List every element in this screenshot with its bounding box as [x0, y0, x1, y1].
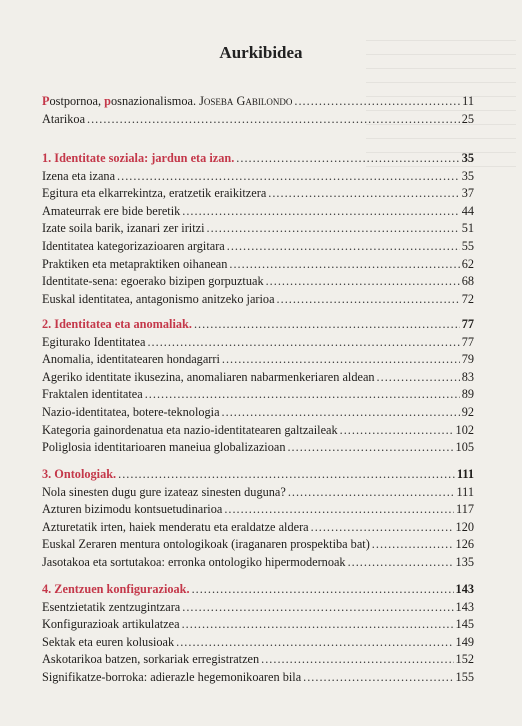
- entry-title: Azturetatik irten, haiek menderatu eta eraldatze aldera: [42, 519, 309, 534]
- leader-dots: [182, 203, 459, 221]
- toc-entry[interactable]: [42, 185, 474, 203]
- toc-entry[interactable]: [42, 351, 474, 369]
- entry-page: 83: [461, 369, 474, 384]
- leader-dots: [118, 466, 455, 484]
- entry-page: 155: [455, 669, 474, 684]
- leader-dots: [340, 422, 454, 440]
- toc-entry[interactable]: [42, 669, 474, 687]
- leader-dots: [117, 168, 460, 186]
- entry-page: 111: [456, 484, 474, 499]
- toc-entry[interactable]: [42, 256, 474, 274]
- leader-dots: [227, 238, 460, 256]
- entry-page: 35: [461, 151, 474, 165]
- leader-dots: [261, 651, 453, 669]
- toc-entry[interactable]: [42, 168, 474, 186]
- entry-page: 35: [461, 168, 474, 183]
- entry-page: 111: [456, 467, 474, 481]
- leader-dots: [266, 273, 460, 291]
- entry-page: 37: [461, 186, 474, 201]
- toc-entry[interactable]: [42, 501, 474, 519]
- toc-entry[interactable]: [42, 536, 474, 554]
- entry-title: Amateurrak ere bide beretik: [42, 203, 181, 218]
- chapter-section: [42, 316, 474, 457]
- entry-page: 92: [461, 404, 474, 419]
- entry-title: Konfigurazioak artikulatzea: [42, 617, 180, 632]
- leader-dots: [287, 439, 453, 457]
- entry-title: Nazio-identitatea, botere-teknologia: [42, 404, 220, 419]
- chapter-section: [42, 150, 474, 308]
- toc-entry[interactable]: [42, 554, 474, 572]
- entry-page: 149: [455, 634, 474, 649]
- toc-entry[interactable]: [42, 273, 474, 291]
- leader-dots: [222, 404, 460, 422]
- entry-page: 79: [461, 352, 474, 367]
- entry-page: 102: [455, 422, 474, 437]
- entry-page: 11: [462, 94, 474, 108]
- leader-dots: [294, 93, 460, 111]
- toc-entry[interactable]: [42, 599, 474, 617]
- leader-dots: [194, 316, 460, 334]
- leader-dots: [224, 501, 454, 519]
- entry-title: Esentzietatik zentzugintzara: [42, 599, 181, 614]
- leader-dots: [182, 599, 453, 617]
- entry-title: Izate soila barik, izanari zer iritzi: [42, 221, 205, 236]
- leader-dots: [87, 111, 460, 129]
- entry-title: Izena eta izana: [42, 168, 116, 183]
- entry-title: Euskal Zeraren mentura ontologikoak (iraganaren prospektiba bat): [42, 537, 370, 552]
- entry-title: Egitura eta elkarrekintza, eratzetik eraikitzera: [42, 186, 267, 201]
- toc-entry[interactable]: [42, 422, 474, 440]
- entry-title: Identitatea kategorizazioaren argitara: [42, 238, 225, 253]
- leader-dots: [222, 351, 460, 369]
- toc-entry[interactable]: [42, 519, 474, 537]
- entry-page: 120: [455, 519, 474, 534]
- entry-page: 126: [455, 537, 474, 552]
- toc-entry[interactable]: [42, 634, 474, 652]
- entry-title: Egiturako Identitatea: [42, 334, 146, 349]
- leader-dots: [145, 386, 460, 404]
- entry-title: Postpornoa, posnazionalismoa. Joseba Gabilondo: [42, 94, 293, 108]
- toc-entry[interactable]: [42, 220, 474, 238]
- entry-title: 4. Zentzuen konfigurazioak.: [42, 582, 190, 596]
- leader-dots: [176, 634, 453, 652]
- leader-dots: [377, 369, 460, 387]
- entry-title: Fraktalen identitatea: [42, 387, 143, 402]
- toc-entry[interactable]: [42, 616, 474, 634]
- leader-dots: [288, 484, 455, 502]
- entry-page: 135: [455, 554, 474, 569]
- toc-entry[interactable]: [42, 238, 474, 256]
- entry-page: 143: [455, 599, 474, 614]
- chapter-section: [42, 466, 474, 572]
- leader-dots: [303, 669, 453, 687]
- entry-title: 2. Identitatea eta anomaliak.: [42, 317, 192, 331]
- toc-entry[interactable]: [42, 484, 474, 502]
- chapter-heading[interactable]: [42, 316, 474, 334]
- entry-author: Joseba Gabilondo: [199, 94, 293, 108]
- entry-page: 77: [461, 334, 474, 349]
- entry-page: 68: [461, 274, 474, 289]
- entry-title: Ageriko identitate ikusezina, anomaliaren nabarmenkeriaren aldean: [42, 369, 375, 384]
- entry-page: 77: [461, 317, 474, 331]
- entry-title: Atarikoa: [42, 111, 86, 126]
- chapter-section: [42, 581, 474, 687]
- entry-title: Euskal identitatea, antagonismo anitzeko jarioa: [42, 291, 275, 306]
- toc-entry[interactable]: [42, 651, 474, 669]
- toc-entry-postpornoa[interactable]: [42, 93, 474, 111]
- entry-title: Poliglosia identitarioaren maneiua globalizazioan: [42, 440, 286, 455]
- chapter-heading[interactable]: [42, 466, 474, 484]
- leader-dots: [192, 581, 454, 599]
- toc-entry[interactable]: [42, 291, 474, 309]
- leader-dots: [182, 616, 454, 634]
- leader-dots: [348, 554, 454, 572]
- leader-dots: [236, 150, 459, 168]
- entry-page: 72: [461, 291, 474, 306]
- entry-title: 3. Ontologiak.: [42, 467, 117, 481]
- entry-page: 117: [456, 502, 474, 517]
- leader-dots: [277, 291, 460, 309]
- leader-dots: [207, 220, 460, 238]
- entry-page: 145: [455, 617, 474, 632]
- entry-title: Askotarikoa batzen, sorkariak erregistratzen: [42, 652, 260, 667]
- entry-page: 62: [461, 256, 474, 271]
- toc-entry[interactable]: [42, 203, 474, 221]
- entry-title: Signifikatze-borroka: adierazle hegemonikoaren bila: [42, 669, 302, 684]
- entry-page: 51: [461, 221, 474, 236]
- entry-title: Anomalia, identitatearen hondagarri: [42, 352, 220, 367]
- page-title: Aurkibidea: [219, 43, 303, 62]
- entry-title: Jasotakoa eta sortutakoa: erronka ontologiko hipermodernoak: [42, 554, 346, 569]
- entry-title: Kategoria gainordenatua eta nazio-identitatearen galtzaileak: [42, 422, 338, 437]
- toc-entry[interactable]: [42, 404, 474, 422]
- leader-dots: [311, 519, 454, 537]
- entry-page: 44: [461, 203, 474, 218]
- toc-entry[interactable]: [42, 334, 474, 352]
- leader-dots: [268, 185, 459, 203]
- entry-page: 25: [461, 111, 474, 126]
- leader-dots: [147, 334, 459, 352]
- entry-title: Praktiken eta metapraktiken oihanean: [42, 256, 228, 271]
- leader-dots: [372, 536, 454, 554]
- entry-title: Identitate-sena: egoerako bizipen gorpuztuak: [42, 274, 264, 289]
- entry-page: 143: [455, 582, 474, 596]
- entry-title: 1. Identitate soziala: jardun eta izan.: [42, 151, 235, 165]
- entry-page: 105: [455, 440, 474, 455]
- entry-title: Sektak eta euren kolusioak: [42, 634, 175, 649]
- chapter-heading[interactable]: [42, 581, 474, 599]
- entry-title: Azturen bizimodu kontsuetudinarioa: [42, 502, 223, 517]
- chapter-heading[interactable]: [42, 150, 474, 168]
- entry-page: 152: [455, 652, 474, 667]
- toc-entry[interactable]: [42, 439, 474, 457]
- entry-title: Nola sinesten dugu gure izateaz sinesten duguna?: [42, 484, 286, 499]
- toc-entry[interactable]: [42, 369, 474, 387]
- toc-entry-atarikoa[interactable]: [42, 111, 474, 129]
- leader-dots: [229, 256, 459, 274]
- intro-section: [42, 93, 474, 128]
- toc-entry[interactable]: [42, 386, 474, 404]
- entry-page: 55: [461, 238, 474, 253]
- entry-page: 89: [461, 387, 474, 402]
